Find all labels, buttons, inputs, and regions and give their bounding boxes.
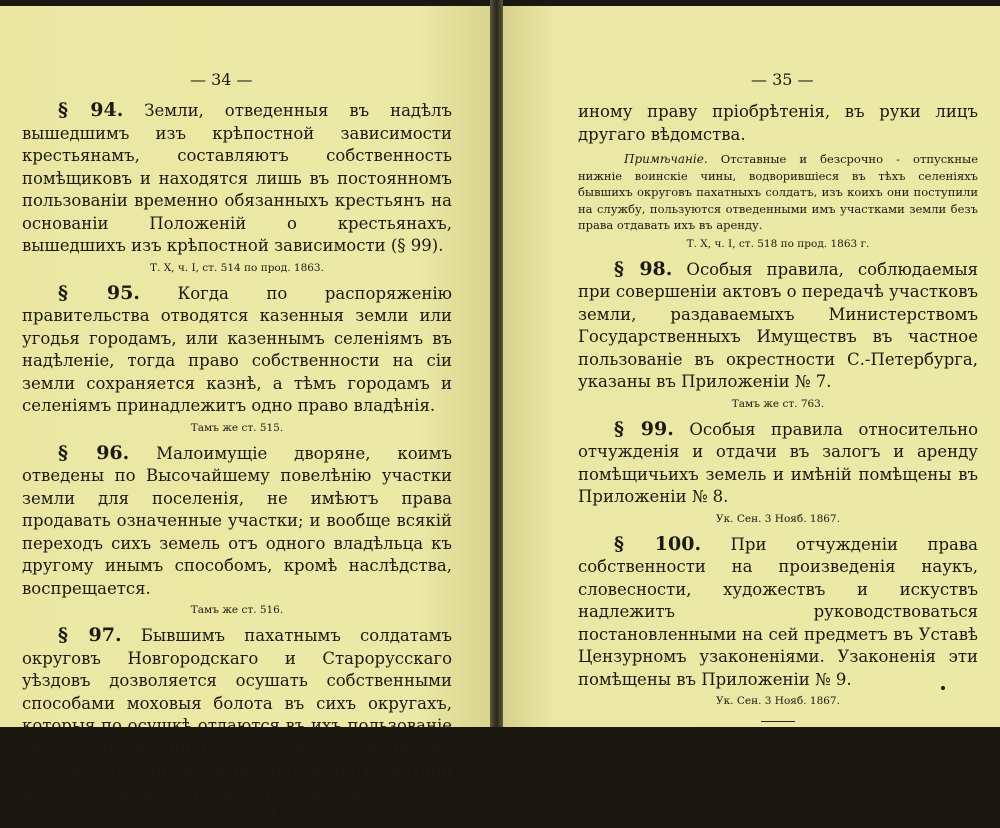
end-rule (761, 721, 795, 722)
page-number: — 35 — (751, 70, 814, 89)
section-number: § 97. (58, 624, 122, 646)
section-text: При отчужденіи права собственности на произведенія наукъ, словесности, художествъ и искуствъ надлежитъ руководствоваться постановленными на сей предметъ въ Уставѣ Цензурномъ узаконеніями. Узаконенія эти помѣщены въ Приложеніи № 9. (578, 534, 979, 689)
section-text: Когда по распоряженію правительства отводятся казенныя земли или угодья городамъ, или казеннымъ селеніямъ въ надѣленіе, тогда право собственности на сіи земли сохраняется казнѣ, а тѣмъ городамъ и селеніямъ принадлежитъ одно право владѣнія. (22, 283, 452, 415)
citation: Т. X, ч. I, ст. 514 по прод. 1863. (150, 261, 324, 274)
section-97 (22, 624, 452, 828)
citation: Тамъ же ст. 763. (731, 397, 825, 410)
section-text: Бывшимъ пахатнымъ солдатамъ округовъ Новгородскаго и Старорусскаго уѣздовъ дозволяется осушать собственными способами моховыя болота въ сихъ округахъ, которыя по осушкѣ отдаются въ ихъ пользованіе сверхъ опредѣленнаго надѣла по положенію, но съ тѣмъ, что сіи земли не составляютъ частной ихъ собственности, и что они не могутъ передавать оныя ни по наслѣдству, ни по (22, 626, 453, 825)
left-page (0, 6, 490, 825)
section-text: Земли, отведенныя въ надѣлъ вышедшимъ изъ крѣпостной зависимости крестьянамъ, составляютъ собственность помѣщиковъ и находятся лишь въ постоянномъ пользованіи временно обязанныхъ крестьянъ на основаніи Положеній о крестьянахъ, вышедшихъ изъ крѣпостной зависимости (§ 99). (22, 101, 452, 255)
section-99 (578, 418, 978, 509)
right-page (503, 6, 1000, 727)
section-95 (22, 282, 452, 418)
section-number: § 96. (58, 441, 130, 464)
section-number: § 98. (614, 257, 673, 280)
citation: Тамъ же ст. 516. (190, 604, 284, 616)
citation: Тамъ же ст. 515. (190, 421, 284, 434)
citation: Ук. Сен. 3 Нояб. 1867. (716, 512, 840, 525)
left-text-column (22, 99, 452, 828)
section-text: Малоимущіе дворяне, коимъ отведены по Высочайшему повелѣнію участки земли для поселенія, не имѣютъ права продавать означенные участки; и вообще всякій переходъ сихъ земель отъ одного владѣльца къ другому инымъ способомъ, кромѣ наслѣдства, воспрещается. (22, 443, 453, 598)
section-text: Особыя правила относительно отчужденія и отдачи въ залогъ и аренду помѣщичьихъ земель и имѣній помѣщены въ Приложеніи № 8. (578, 419, 979, 506)
section-number: § 95. (58, 281, 140, 304)
section-number: § 100. (614, 532, 702, 555)
section-number: § 99. (614, 417, 674, 440)
right-text-column (578, 101, 978, 722)
section-number: § 94. (58, 99, 124, 121)
section-text: Особыя правила, соблюдаемыя при совершеніи актовъ о передачѣ участковъ земли, раздаваемыхъ Министерствомъ Государственныхъ Имуществъ въ частное пользованіе въ окрестности С.-Петербурга, указаны въ Приложеніи № 7. (578, 259, 978, 391)
section-97-continuation: иному праву пріобрѣтенія, въ руки лицъ другаго вѣдомства. (578, 102, 978, 144)
note-text: Отставные и безсрочно - отпускные нижніе воинскіе чины, водворившіеся въ тѣхъ селеніяхъ бывшихъ округовъ пахатныхъ солдатъ, изъ коихъ они поступили на службу, пользуются отведенными имъ участками земли безъ права отдавать ихъ въ аренду. (578, 152, 978, 232)
ink-dot (941, 686, 945, 690)
section-94 (22, 99, 452, 258)
section-98 (578, 258, 978, 394)
section-100 (578, 533, 978, 692)
book-gutter (490, 0, 503, 727)
section-96 (22, 442, 452, 601)
footnote (578, 151, 978, 234)
citation: Т. X, ч. I, ст. 518 по прод. 1863 г. (686, 237, 870, 250)
citation: Ук. Сен. 3 Нояб. 1867. (716, 695, 840, 707)
note-label: Примѣчаніе. (624, 152, 708, 166)
page-number: — 34 — (190, 70, 253, 89)
